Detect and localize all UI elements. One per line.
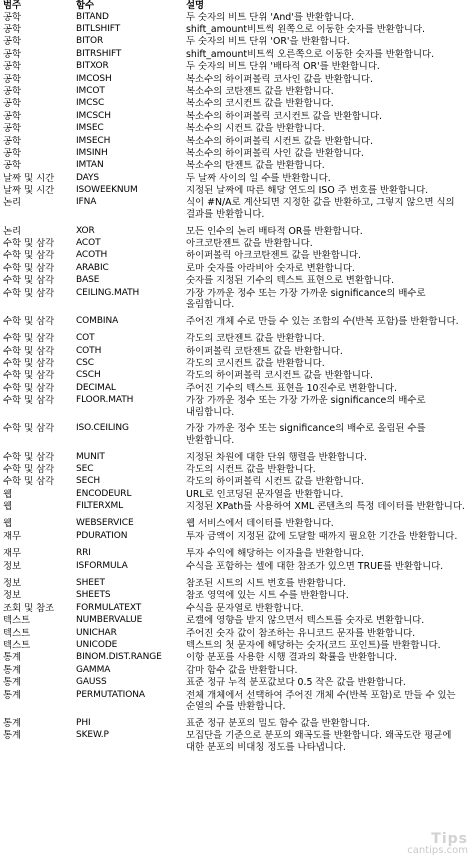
description-cell: 식이 #N/A로 계산되면 지정한 값을 반환하고, 그렇지 않으면 식의 결과를 반환합니다. bbox=[186, 197, 455, 221]
function-name-cell: FORMULATEXT bbox=[76, 602, 142, 613]
category-cell: 공학 bbox=[3, 160, 22, 172]
table-row bbox=[2, 98, 470, 110]
function-name-cell: PHI bbox=[76, 717, 91, 728]
table-row bbox=[2, 136, 470, 148]
description-cell: 지정된 XPath를 사용하여 XML 콘텐츠의 특정 데이터를 반환합니다. bbox=[186, 501, 465, 513]
category-cell: 정보 bbox=[3, 590, 22, 602]
table-row bbox=[2, 615, 470, 627]
function-name-cell: IMCSCH bbox=[76, 110, 111, 121]
function-table bbox=[2, 0, 470, 758]
description-cell: 웹 서비스에서 데이터를 반환합니다. bbox=[186, 518, 334, 530]
table-row bbox=[2, 561, 470, 578]
category-cell: 웹 bbox=[3, 488, 13, 500]
description-cell: 가장 가까운 정수 또는 가장 가까운 significance의 배수로 내림합니다. bbox=[186, 395, 426, 418]
function-name-cell: COTH bbox=[76, 345, 102, 356]
header-function: 함수 bbox=[76, 0, 95, 11]
category-cell: 공학 bbox=[3, 85, 22, 97]
description-cell: 로마 숫자를 아라비아 숫자로 변환합니다. bbox=[186, 262, 355, 274]
table-row bbox=[2, 49, 470, 61]
description-cell: 복소수의 하이퍼볼릭 사인 값을 반환합니다. bbox=[186, 147, 364, 159]
function-name-cell: BITRSHIFT bbox=[76, 48, 122, 59]
description-cell: 표준 정규 누적 분포값보다 0.5 작은 값을 반환합니다. bbox=[186, 677, 406, 689]
category-cell: 수학 및 삼각 bbox=[3, 315, 55, 327]
description-cell: 숫자를 지정된 기수의 텍스트 표현으로 변환합니다. bbox=[186, 275, 395, 287]
description-cell: 가장 가까운 정수 또는 significance의 배수로 올림된 수를 반환합니다. bbox=[186, 423, 426, 446]
function-name-cell: GAMMA bbox=[76, 664, 111, 675]
description-cell: 주어진 개체 수로 만들 수 있는 조합의 수(반복 포함)를 반환합니다. bbox=[186, 315, 459, 327]
function-name-cell: IMSEC bbox=[76, 123, 104, 134]
function-name-cell: SKEW.P bbox=[76, 730, 109, 741]
function-name-cell: FLOOR.MATH bbox=[76, 395, 134, 406]
function-name-cell: BITOR bbox=[76, 36, 104, 47]
category-cell: 수학 및 삼각 bbox=[3, 395, 55, 407]
description-cell: 표준 정규 분포의 밀도 함수 값을 반환합니다. bbox=[186, 717, 370, 729]
table-row bbox=[2, 148, 470, 160]
table-row bbox=[2, 36, 470, 48]
category-cell: 논리 bbox=[3, 197, 22, 209]
table-row bbox=[2, 423, 470, 451]
table-row bbox=[2, 452, 470, 464]
table-row bbox=[2, 464, 470, 476]
category-cell: 조회 및 참조 bbox=[3, 602, 55, 614]
description-cell: 각도의 코탄젠트 값을 반환합니다. bbox=[186, 333, 325, 345]
category-cell: 수학 및 삼각 bbox=[3, 476, 55, 488]
description-cell: 주어진 기수의 텍스트 표현을 10진수로 변환합니다. bbox=[186, 382, 397, 394]
table-row bbox=[2, 489, 470, 501]
function-name-cell: IFNA bbox=[76, 197, 97, 208]
table-row bbox=[2, 24, 470, 36]
description-cell: shift_amount비트씩 오른쪽으로 이동한 숫자를 반환합니다. bbox=[186, 48, 435, 60]
description-cell: 이항 분포를 사용한 시행 결과의 확률을 반환합니다. bbox=[186, 652, 398, 664]
function-name-cell: BINOM.DIST.RANGE bbox=[76, 652, 162, 663]
description-cell: 지정된 차원에 대한 단위 행렬을 반환합니다. bbox=[186, 451, 367, 463]
table-row bbox=[2, 197, 470, 225]
table-row bbox=[2, 501, 470, 518]
category-cell: 수학 및 삼각 bbox=[3, 345, 55, 357]
category-cell: 공학 bbox=[3, 73, 22, 85]
watermark bbox=[407, 831, 468, 856]
function-name-cell: RRI bbox=[76, 548, 91, 559]
category-cell: 통계 bbox=[3, 652, 22, 664]
function-name-cell: IMSINH bbox=[76, 147, 108, 158]
category-cell: 공학 bbox=[3, 61, 22, 73]
category-cell: 텍스트 bbox=[3, 639, 31, 651]
function-name-cell: ISO.CEILING bbox=[76, 423, 129, 434]
category-cell: 공학 bbox=[3, 48, 22, 60]
category-cell: 공학 bbox=[3, 147, 22, 159]
table-body bbox=[2, 12, 470, 759]
category-cell: 수학 및 삼각 bbox=[3, 423, 55, 435]
function-name-cell: UNICODE bbox=[76, 639, 118, 650]
description-cell: 복소수의 하이퍼볼릭 시컨트 값을 반환합니다. bbox=[186, 135, 373, 147]
table-row bbox=[2, 718, 470, 730]
table-row bbox=[2, 578, 470, 590]
table-row bbox=[2, 74, 470, 86]
description-cell: 복소수의 코시컨트 값을 반환합니다. bbox=[186, 98, 334, 110]
header-category: 범주 bbox=[3, 0, 22, 11]
description-cell: 투자 수익에 해당하는 이자율을 반환합니다. bbox=[186, 548, 364, 560]
description-cell: 각도의 시컨트 값을 반환합니다. bbox=[186, 463, 316, 475]
description-cell: 아크코탄젠트 값을 반환합니다. bbox=[186, 238, 313, 250]
description-cell: 두 날짜 사이의 일 수를 반환합니다. bbox=[186, 172, 331, 184]
table-row bbox=[2, 250, 470, 262]
category-cell: 공학 bbox=[3, 110, 22, 122]
description-cell: 각도의 코시컨트 값을 반환합니다. bbox=[186, 357, 325, 369]
category-cell: 통계 bbox=[3, 689, 22, 701]
function-name-cell: DAYS bbox=[76, 172, 100, 183]
table-row bbox=[2, 288, 470, 316]
table-row bbox=[2, 160, 470, 172]
function-name-cell: SECH bbox=[76, 476, 101, 487]
category-cell: 통계 bbox=[3, 677, 22, 689]
category-cell: 정보 bbox=[3, 560, 22, 572]
function-name-cell: COT bbox=[76, 333, 95, 344]
description-cell: 수식을 문자열로 반환합니다. bbox=[186, 602, 304, 614]
table-row bbox=[2, 395, 470, 423]
description-cell: 참조된 시트의 시트 번호를 반환합니다. bbox=[186, 578, 346, 590]
table-row bbox=[2, 690, 470, 718]
function-name-cell: IMCOSH bbox=[76, 73, 112, 84]
watermark-logo: Tips bbox=[431, 831, 468, 847]
description-cell: 복소수의 시컨트 값을 반환합니다. bbox=[186, 123, 325, 135]
description-cell: 로캘에 영향을 받지 않으면서 텍스트를 숫자로 변환합니다. bbox=[186, 615, 425, 627]
category-cell: 수학 및 삼각 bbox=[3, 463, 55, 475]
description-cell: 복소수의 코탄젠트 값을 반환합니다. bbox=[186, 85, 334, 97]
description-cell: 모집단을 기준으로 분포의 왜곡도를 반환합니다. 왜곡도란 평균에 대한 분포의 비대칭 정도를 나타냅니다. bbox=[186, 730, 452, 753]
category-cell: 웹 bbox=[3, 518, 13, 530]
function-name-cell: ISFORMULA bbox=[76, 560, 128, 571]
function-name-cell: CSCH bbox=[76, 370, 101, 381]
description-cell: 주어진 숫자 값이 참조하는 유니코드 문자를 반환합니다. bbox=[186, 627, 416, 639]
table-row bbox=[2, 185, 470, 197]
function-name-cell: BASE bbox=[76, 275, 100, 286]
category-cell: 수학 및 삼각 bbox=[3, 250, 55, 262]
table-row bbox=[2, 652, 470, 664]
function-name-cell: PDURATION bbox=[76, 530, 128, 541]
category-cell: 날짜 및 시간 bbox=[3, 185, 55, 197]
function-name-cell: IMSECH bbox=[76, 135, 111, 146]
function-name-cell: MUNIT bbox=[76, 451, 105, 462]
function-name-cell: BITLSHIFT bbox=[76, 23, 121, 34]
table-row bbox=[2, 590, 470, 602]
description-cell: 각도의 하이퍼볼릭 시컨트 값을 반환합니다. bbox=[186, 476, 364, 488]
category-cell: 공학 bbox=[3, 36, 22, 48]
function-name-cell: IMCOT bbox=[76, 85, 105, 96]
table-row bbox=[2, 640, 470, 652]
watermark-site: cantips.com bbox=[407, 845, 468, 856]
description-cell: 하이퍼볼릭 코탄젠트 값을 반환합니다. bbox=[186, 345, 343, 357]
table-row bbox=[2, 111, 470, 123]
function-name-cell: ENCODEURL bbox=[76, 488, 132, 499]
category-cell: 재무 bbox=[3, 530, 22, 542]
category-cell: 수학 및 삼각 bbox=[3, 238, 55, 250]
description-cell: 가장 가까운 정수 또는 가장 가까운 significance의 배수로 올림합니다. bbox=[186, 287, 426, 311]
function-name-cell: CEILING.MATH bbox=[76, 287, 140, 298]
function-name-cell: SHEET bbox=[76, 578, 105, 589]
category-cell: 수학 및 삼각 bbox=[3, 287, 55, 299]
description-cell: 두 숫자의 비트 단위 'And'를 반환합니다. bbox=[186, 11, 355, 23]
description-cell: 모든 인수의 논리 배타적 OR를 반환합니다. bbox=[186, 225, 363, 237]
table-row bbox=[2, 730, 470, 758]
function-name-cell: ISOWEEKNUM bbox=[76, 185, 138, 196]
description-cell: 텍스트의 첫 문자에 해당하는 숫자(코드 포인트)를 반환합니다. bbox=[186, 639, 441, 651]
description-cell: 복소수의 하이퍼볼릭 코사인 값을 반환합니다. bbox=[186, 73, 373, 85]
table-row bbox=[2, 383, 470, 395]
table-header bbox=[2, 0, 470, 12]
table-row bbox=[2, 346, 470, 358]
function-name-cell: IMTAN bbox=[76, 160, 104, 171]
function-name-cell: WEBSERVICE bbox=[76, 518, 134, 529]
table-row bbox=[2, 628, 470, 640]
table-row bbox=[2, 665, 470, 677]
category-cell: 통계 bbox=[3, 730, 22, 742]
function-name-cell: SEC bbox=[76, 463, 94, 474]
category-cell: 통계 bbox=[3, 664, 22, 676]
table-row bbox=[2, 123, 470, 135]
description-cell: shift_amount비트씩 왼쪽으로 이동한 숫자를 반환합니다. bbox=[186, 23, 426, 35]
function-name-cell: IMCSC bbox=[76, 98, 105, 109]
function-name-cell: UNICHAR bbox=[76, 627, 117, 638]
function-name-cell: ACOT bbox=[76, 238, 101, 249]
description-cell: 복소수의 탄젠트 값을 반환합니다. bbox=[186, 160, 325, 172]
description-cell: 수식을 포함하는 셀에 대한 참조가 있으면 TRUE를 반환합니다. bbox=[186, 560, 444, 572]
description-cell: 전체 개체에서 선택하여 주어진 개체 수(반복 포함)로 만들 수 있는 순열의 수를 반환합니다. bbox=[186, 689, 456, 713]
table-row bbox=[2, 173, 470, 185]
table-row bbox=[2, 548, 470, 560]
category-cell: 수학 및 삼각 bbox=[3, 357, 55, 369]
category-cell: 공학 bbox=[3, 11, 22, 23]
category-cell: 수학 및 삼각 bbox=[3, 262, 55, 274]
table-row bbox=[2, 316, 470, 333]
table-row bbox=[2, 531, 470, 548]
category-cell: 수학 및 삼각 bbox=[3, 382, 55, 394]
function-name-cell: ACOTH bbox=[76, 250, 108, 261]
category-cell: 텍스트 bbox=[3, 615, 31, 627]
function-name-cell: BITXOR bbox=[76, 61, 109, 72]
table-row bbox=[2, 238, 470, 250]
function-name-cell: GAUSS bbox=[76, 677, 107, 688]
table-row bbox=[2, 476, 470, 488]
category-cell: 공학 bbox=[3, 23, 22, 35]
category-cell: 수학 및 삼각 bbox=[3, 370, 55, 382]
table-row bbox=[2, 333, 470, 345]
table-row bbox=[2, 275, 470, 287]
function-name-cell: XOR bbox=[76, 225, 95, 236]
description-cell: 두 숫자의 비트 단위 '배타적 OR'를 반환합니다. bbox=[186, 61, 380, 73]
function-name-cell: FILTERXML bbox=[76, 501, 124, 512]
description-cell: 하이퍼볼릭 아크코탄젠트 값을 반환합니다. bbox=[186, 250, 361, 262]
table-row bbox=[2, 518, 470, 530]
category-cell: 수학 및 삼각 bbox=[3, 451, 55, 463]
table-row bbox=[2, 12, 470, 24]
category-cell: 웹 bbox=[3, 501, 13, 513]
description-cell: URL로 인코딩된 문자열을 반환합니다. bbox=[186, 488, 344, 500]
category-cell: 논리 bbox=[3, 225, 22, 237]
function-name-cell: COMBINA bbox=[76, 315, 119, 326]
function-name-cell: CSC bbox=[76, 357, 94, 368]
description-cell: 감마 함수 값을 반환합니다. bbox=[186, 664, 298, 676]
function-name-cell: SHEETS bbox=[76, 590, 111, 601]
category-cell: 정보 bbox=[3, 578, 22, 590]
category-cell: 통계 bbox=[3, 717, 22, 729]
category-cell: 공학 bbox=[3, 123, 22, 135]
function-name-cell: NUMBERVALUE bbox=[76, 615, 143, 626]
table-row bbox=[2, 86, 470, 98]
description-cell: 두 숫자의 비트 단위 'OR'을 반환합니다. bbox=[186, 36, 350, 48]
category-cell: 날짜 및 시간 bbox=[3, 172, 55, 184]
table-row bbox=[2, 61, 470, 73]
category-cell: 재무 bbox=[3, 548, 22, 560]
table-row bbox=[2, 603, 470, 615]
category-cell: 텍스트 bbox=[3, 627, 31, 639]
table-row bbox=[2, 370, 470, 382]
category-cell: 공학 bbox=[3, 135, 22, 147]
table-row bbox=[2, 263, 470, 275]
description-cell: 투자 금액이 지정된 값에 도달할 때까지 필요한 기간을 반환합니다. bbox=[186, 530, 458, 542]
header-description: 설명 bbox=[186, 0, 205, 11]
category-cell: 수학 및 삼각 bbox=[3, 333, 55, 345]
category-cell: 수학 및 삼각 bbox=[3, 275, 55, 287]
category-cell: 공학 bbox=[3, 98, 22, 110]
function-name-cell: PERMUTATIONA bbox=[76, 689, 145, 700]
table-row bbox=[2, 226, 470, 238]
description-cell: 각도의 하이퍼볼릭 코시컨트 값을 반환합니다. bbox=[186, 370, 373, 382]
table-row bbox=[2, 358, 470, 370]
function-name-cell: DECIMAL bbox=[76, 382, 116, 393]
header-row bbox=[2, 0, 470, 12]
description-cell: 복소수의 하이퍼볼릭 코시컨트 값을 반환합니다. bbox=[186, 110, 383, 122]
function-name-cell: ARABIC bbox=[76, 262, 109, 273]
table-row bbox=[2, 677, 470, 689]
description-cell: 지정된 날짜에 따른 해당 연도의 ISO 주 번호를 반환합니다. bbox=[186, 185, 429, 197]
function-name-cell: BITAND bbox=[76, 11, 109, 22]
description-cell: 참조 영역에 있는 시트 수를 반환합니다. bbox=[186, 590, 349, 602]
